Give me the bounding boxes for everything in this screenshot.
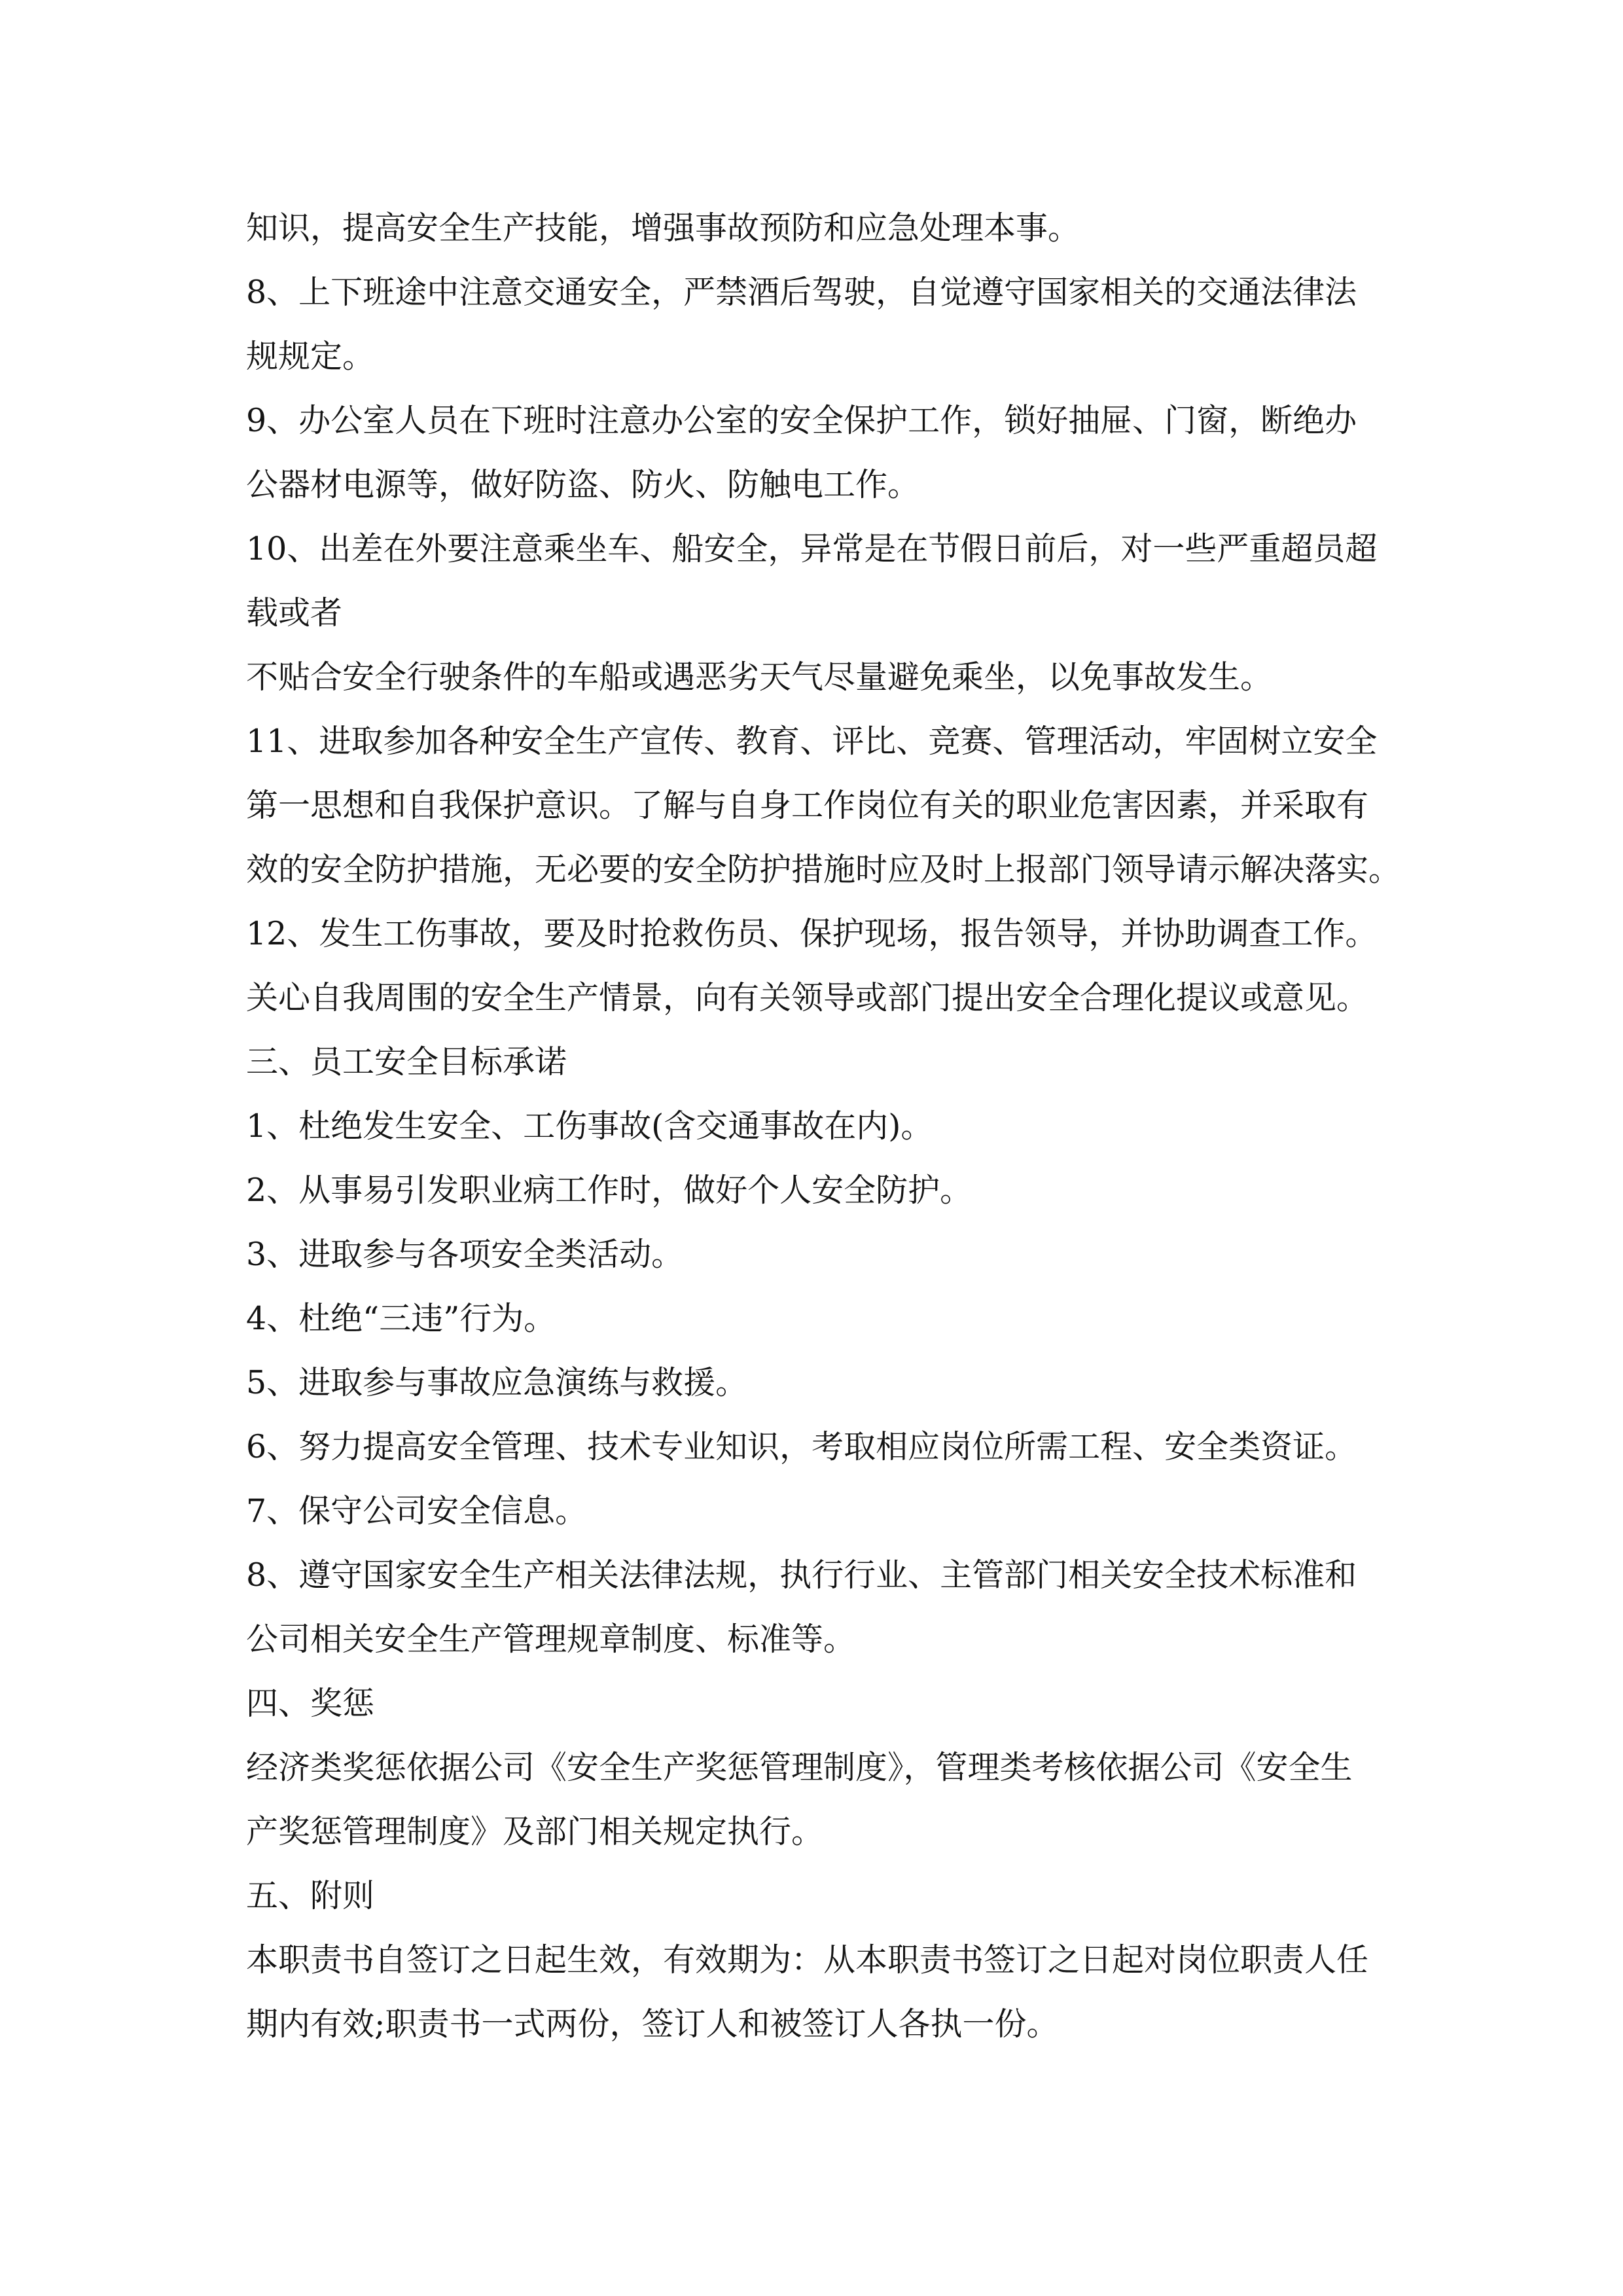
text-line: 10、出差在外要注意乘坐车、船安全，异常是在节假日前后，对一些严重超员超 [246,530,1378,567]
text-line: 7、保守公司安全信息。 [246,1492,588,1530]
text-line: 公司相关安全生产管理规章制度、标准等。 [246,1621,856,1658]
text-line: 经济类奖惩依据公司《安全生产奖惩管理制度》，管理类考核依据公司《安全生 [246,1749,1353,1786]
text-line: 不贴合安全行驶条件的车船或遇恶劣天气尽量避免乘坐，以免事故发生。 [246,658,1273,696]
text-line: 3、进取参与各项安全类活动。 [246,1236,684,1273]
text-line: 6、努力提高安全管理、技术专业知识，考取相应岗位所需工程、安全类资证。 [246,1428,1357,1465]
text-line: 2、从事易引发职业病工作时，做好个人安全防护。 [246,1172,972,1209]
text-line: 9、办公室人员在下班时注意办公室的安全保护工作，锁好抽屉、门窗，断绝办 [246,402,1357,439]
text-line: 11、进取参加各种安全生产宣传、教育、评比、竞赛、管理活动，牢固树立安全 [246,723,1378,760]
section-heading: 四、奖惩 [246,1685,375,1722]
section-heading: 五、附则 [246,1877,375,1914]
text-line: 1、杜绝发生安全、工伤事故(含交通事故在内)。 [246,1107,933,1145]
text-line: 5、进取参与事故应急演练与救援。 [246,1364,748,1401]
text-line: 关心自我周围的安全生产情景，向有关领导或部门提出安全合理化提议或意见。 [246,979,1369,1016]
text-line: 载或者 [246,594,343,632]
text-line: 第一思想和自我保护意识。了解与自身工作岗位有关的职业危害因素，并采取有 [246,787,1369,824]
text-line: 公器材电源等，做好防盗、防火、防触电工作。 [246,466,920,503]
text-line: 12、发生工伤事故，要及时抢救伤员、保护现场，报告领导，并协助调查工作。 [246,915,1378,952]
text-line: 规规定。 [246,338,375,375]
section-heading: 三、员工安全目标承诺 [246,1043,567,1081]
text-line: 产奖惩管理制度》及部门相关规定执行。 [246,1813,824,1850]
text-line: 知识，提高安全生产技能，增强事故预防和应急处理本事。 [246,209,1080,247]
text-line: 4、杜绝“三违”行为。 [246,1300,556,1337]
text-line: 8、遵守国家安全生产相关法律法规，执行行业、主管部门相关安全技术标准和 [246,1556,1357,1594]
text-line: 8、上下班途中注意交通安全，严禁酒后驾驶，自觉遵守国家相关的交通法律法 [246,274,1357,311]
text-line: 期内有效;职责书一式两份，签订人和被签订人各执一份。 [246,2005,1059,2043]
text-line: 本职责书自签订之日起生效，有效期为：从本职责书签订之日起对岗位职责人任 [246,1941,1369,1979]
text-line: 效的安全防护措施，无必要的安全防护措施时应及时上报部门领导请示解决落实。 [246,851,1401,888]
document-body [246,196,1401,2056]
